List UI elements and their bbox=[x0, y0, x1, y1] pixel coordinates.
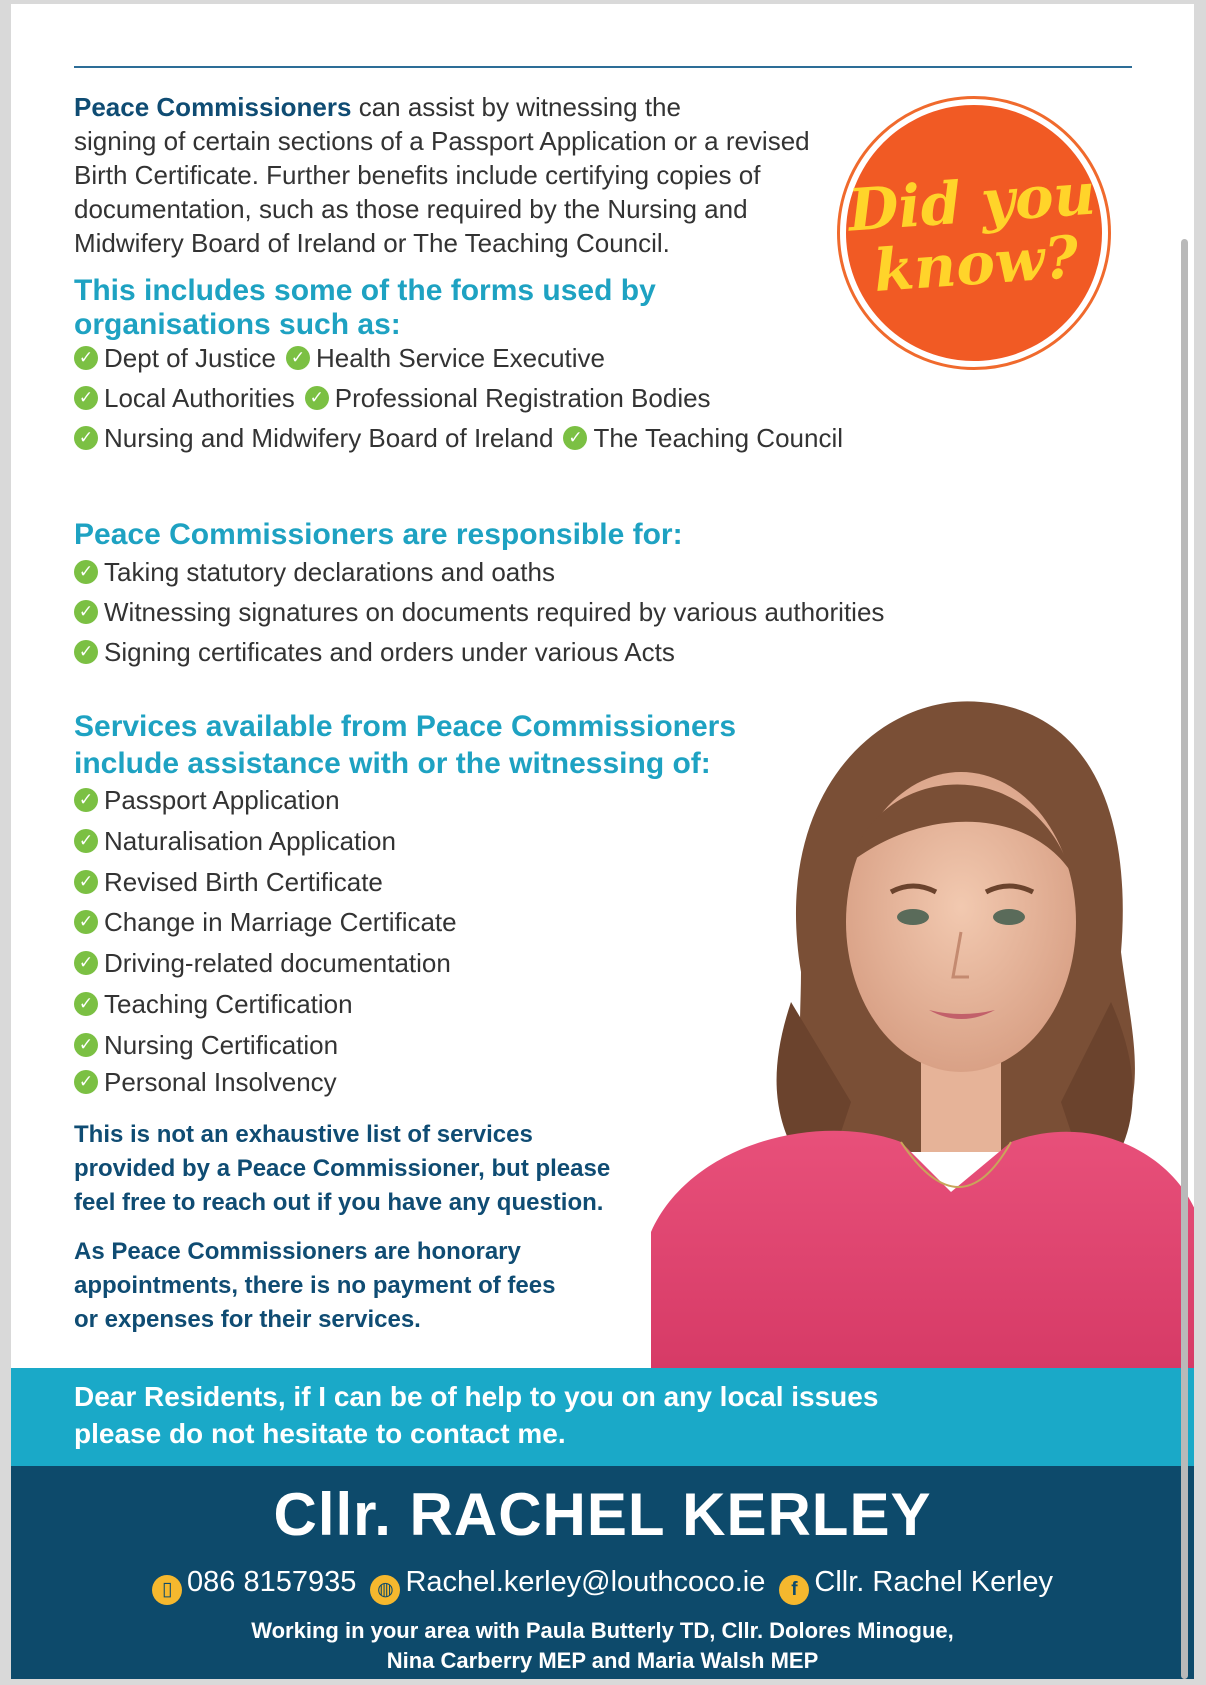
check-icon: ✓ bbox=[74, 992, 98, 1016]
check-icon: ✓ bbox=[74, 829, 98, 853]
services-heading bbox=[74, 708, 736, 782]
check-icon: ✓ bbox=[74, 640, 98, 664]
list-item-text: Revised Birth Certificate bbox=[104, 867, 383, 897]
forms-heading-line-2: organisations such as: bbox=[74, 308, 401, 341]
note-line: As Peace Commissioners are honorary bbox=[74, 1238, 521, 1265]
phone-number[interactable]: 086 8157935 bbox=[187, 1566, 357, 1598]
facebook-link[interactable]: Cllr. Rachel Kerley bbox=[814, 1566, 1053, 1598]
forms-heading bbox=[74, 274, 656, 342]
note-line: This is not an exhaustive list of services bbox=[74, 1121, 533, 1148]
check-icon: ✓ bbox=[563, 426, 587, 450]
forms-row-2 bbox=[74, 382, 711, 414]
list-item: Health Service Executive bbox=[315, 343, 606, 373]
check-icon: ✓ bbox=[74, 426, 98, 450]
footer-band bbox=[11, 1466, 1194, 1679]
list-item bbox=[74, 596, 884, 628]
working-with-note bbox=[11, 1616, 1194, 1676]
badge-line-2: know? bbox=[871, 222, 1081, 305]
check-icon: ✓ bbox=[74, 910, 98, 934]
note-line: feel free to reach out if you have any question. bbox=[74, 1189, 604, 1216]
leaflet-page bbox=[11, 4, 1194, 1679]
check-icon: ✓ bbox=[74, 951, 98, 975]
check-icon: ✓ bbox=[305, 386, 329, 410]
list-item bbox=[74, 825, 396, 857]
check-icon: ✓ bbox=[74, 1070, 98, 1094]
list-item bbox=[74, 1066, 337, 1098]
intro-line-3: Birth Certificate. Further benefits include certifying copies of bbox=[74, 160, 761, 190]
check-icon: ✓ bbox=[74, 346, 98, 370]
list-item: Professional Registration Bodies bbox=[334, 383, 711, 413]
forms-row-3 bbox=[74, 422, 843, 454]
note-line: provided by a Peace Commissioner, but please bbox=[74, 1155, 611, 1182]
exhaustive-note bbox=[74, 1118, 610, 1220]
working-line-1: Working in your area with Paula Butterly TD, Cllr. Dolores Minogue, bbox=[251, 1618, 954, 1643]
list-item bbox=[74, 906, 457, 938]
badge-line-1: Did you bbox=[845, 159, 1098, 245]
note-line: appointments, there is no payment of fees bbox=[74, 1272, 556, 1299]
list-item: Local Authorities bbox=[104, 383, 295, 413]
list-item bbox=[74, 988, 353, 1020]
intro-line-4: documentation, such as those required by the Nursing and bbox=[74, 194, 748, 224]
intro-line-1: can assist by witnessing the bbox=[351, 92, 681, 122]
list-item bbox=[74, 556, 555, 588]
list-item-text: Taking statutory declarations and oaths bbox=[104, 557, 555, 587]
responsible-heading: Peace Commissioners are responsible for: bbox=[74, 518, 683, 551]
list-item-text: Driving-related documentation bbox=[104, 948, 451, 978]
list-item-text: Passport Application bbox=[104, 785, 340, 815]
list-item-text: Nursing Certification bbox=[104, 1030, 339, 1060]
intro-line-2: signing of certain sections of a Passport Application or a revised bbox=[74, 126, 810, 156]
note-line: or expenses for their services. bbox=[74, 1306, 421, 1333]
councillor-name: Cllr. RACHEL KERLEY bbox=[273, 1481, 932, 1548]
facebook-icon: f bbox=[779, 1575, 809, 1605]
intro-paragraph bbox=[74, 90, 844, 260]
honorary-note bbox=[74, 1235, 555, 1337]
intro-line-5: Midwifery Board of Ireland or The Teaching Council. bbox=[74, 228, 670, 258]
forms-heading-line-1: This includes some of the forms used by bbox=[74, 274, 656, 307]
list-item: The Teaching Council bbox=[593, 423, 844, 453]
list-item-text: Naturalisation Application bbox=[104, 826, 396, 856]
email-link[interactable]: Rachel.kerley@louthcoco.ie bbox=[405, 1566, 766, 1598]
mouse-icon: ◍ bbox=[370, 1575, 400, 1605]
phone-icon: ▯ bbox=[152, 1575, 182, 1605]
list-item bbox=[74, 636, 675, 668]
top-divider bbox=[74, 66, 1132, 68]
list-item bbox=[74, 784, 340, 816]
list-item bbox=[74, 947, 451, 979]
contact-invite-band bbox=[11, 1368, 1194, 1466]
list-item: Nursing and Midwifery Board of Ireland bbox=[104, 423, 554, 453]
list-item-text: Witnessing signatures on documents required by various authorities bbox=[104, 597, 885, 627]
intro-lead: Peace Commissioners bbox=[74, 92, 352, 122]
working-line-2: Nina Carberry MEP and Maria Walsh MEP bbox=[386, 1648, 819, 1673]
forms-row-1 bbox=[74, 342, 605, 374]
contact-details bbox=[11, 1564, 1194, 1605]
contact-invite-line-1: Dear Residents, if I can be of help to you on any local issues bbox=[74, 1381, 879, 1412]
check-icon: ✓ bbox=[74, 600, 98, 624]
list-item-text: Signing certificates and orders under various Acts bbox=[104, 637, 675, 667]
list-item bbox=[74, 1029, 338, 1061]
check-icon: ✓ bbox=[74, 1033, 98, 1057]
check-icon: ✓ bbox=[74, 788, 98, 812]
list-item-text: Change in Marriage Certificate bbox=[104, 907, 457, 937]
list-item: Dept of Justice bbox=[104, 343, 276, 373]
check-icon: ✓ bbox=[286, 346, 310, 370]
did-you-know-badge bbox=[837, 96, 1111, 370]
check-icon: ✓ bbox=[74, 386, 98, 410]
list-item-text: Personal Insolvency bbox=[104, 1067, 337, 1097]
services-heading-line-1: Services available from Peace Commissioners bbox=[74, 710, 737, 743]
councillor-portrait bbox=[651, 672, 1194, 1372]
contact-invite-line-2: please do not hesitate to contact me. bbox=[74, 1418, 566, 1449]
list-item bbox=[74, 866, 383, 898]
services-heading-line-2: include assistance with or the witnessing of: bbox=[74, 747, 711, 780]
check-icon: ✓ bbox=[74, 870, 98, 894]
scrollbar[interactable] bbox=[1181, 239, 1188, 1679]
list-item-text: Teaching Certification bbox=[104, 989, 353, 1019]
check-icon: ✓ bbox=[74, 560, 98, 584]
